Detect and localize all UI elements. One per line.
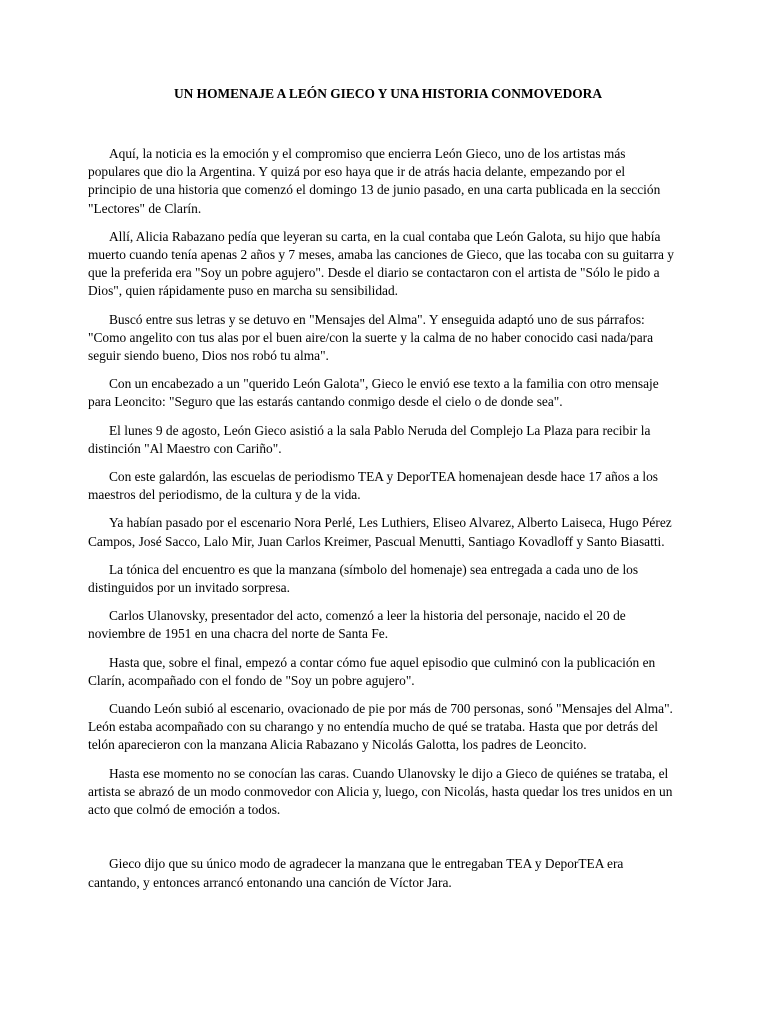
document-title: UN HOMENAJE A LEÓN GIECO Y UNA HISTORIA CONMOVEDORA [173, 86, 603, 101]
paragraph: Carlos Ulanovsky, presentador del acto, comenzó a leer la historia del personaje, nacido el 20 de noviembre de 1951 en una chacra del norte de Santa Fe. [88, 608, 626, 642]
paragraph: Hasta que, sobre el final, empezó a contar cómo fue aquel episodio que culminó con la publicación en Clarín, acompañado con el fondo de "Soy un pobre agujero". [88, 654, 656, 688]
paragraph: Hasta ese momento no se conocían las caras. Cuando Ulanovsky le dijo a Gieco de quiénes se trataba, el artista se abrazó de un modo conmovedor con Alicia y, luego, con Nicolás, hasta quedar los tres unidos en un acto que colmó de emoción a todos. [88, 765, 673, 818]
paragraph: Con este galardón, las escuelas de periodismo TEA y DeporTEA homenajean desde hace 17 años a los maestros del periodismo, de la cultura y de la vida. [88, 469, 658, 503]
paragraph: Aquí, la noticia es la emoción y el compromiso que encierra León Gieco, uno de los artistas más populares que dio la Argentina. Y quizá por eso haya que ir de atrás hacia delante, empezando por el principio de una historia que comenzó el domingo 13 de junio pasado, en una carta publicada en la sección "Lectores" de Clarín. [88, 146, 661, 216]
paragraph: El lunes 9 de agosto, León Gieco asistió a la sala Pablo Neruda del Complejo La Plaza para recibir la distinción "Al Maestro con Cariño". [88, 422, 651, 456]
paragraph: Con un encabezado a un "querido León Galota", Gieco le envió ese texto a la familia con otro mensaje para Leoncito: "Seguro que las estarás cantando conmigo desde el cielo o de donde sea". [88, 376, 659, 410]
paragraph: Ya habían pasado por el escenario Nora Perlé, Les Luthiers, Eliseo Alvarez, Alberto Laiseca, Hugo Pérez Campos, José Sacco, Lalo Mir, Juan Carlos Kreimer, Pascual Menutti, Santiago Kovadloff y Santo Biasatti. [88, 515, 672, 549]
paragraph: La tónica del encuentro es que la manzana (símbolo del homenaje) sea entregada a cada uno de los distinguidos por un invitado sorpresa. [88, 561, 639, 596]
paragraph: Cuando León subió al escenario, ovacionado de pie por más de 700 personas, sonó "Mensajes del Alma". León estaba acompañado con su charango y no entendía mucho de qué se trataba. Hasta que por detrás del telón aparecieron con la manzana Alicia Rabazano y Nicolás Galotta, los padres de Leoncito. [88, 701, 673, 753]
paragraph: Gieco dijo que su único modo de agradecer la manzana que le entregaban TEA y DeporTEA era cantando, y entonces arrancó entonando una canción de Víctor Jara. [88, 856, 624, 890]
paragraph: Buscó entre sus letras y se detuvo en "Mensajes del Alma". Y enseguida adaptó uno de sus párrafos: "Como angelito con tus alas por el buen aire/con la suerte y la calma de no haber conocido casi nada/para seguir siendo bueno, Dios nos robó tu alma". [88, 311, 654, 364]
paragraph: Allí, Alicia Rabazano pedía que leyeran su carta, en la cual contaba que León Galota, su hijo que había muerto cuando tenía apenas 2 años y 7 meses, amaba las canciones de Gieco, que las tocaba con su guitarra y que la preferida era "Soy un pobre agujero". Desde el diario se contactaron con el artista de "Sólo le pido a Dios", quien rápidamente puso en marcha su sensibilidad. [88, 228, 674, 299]
article-body [88, 145, 674, 902]
